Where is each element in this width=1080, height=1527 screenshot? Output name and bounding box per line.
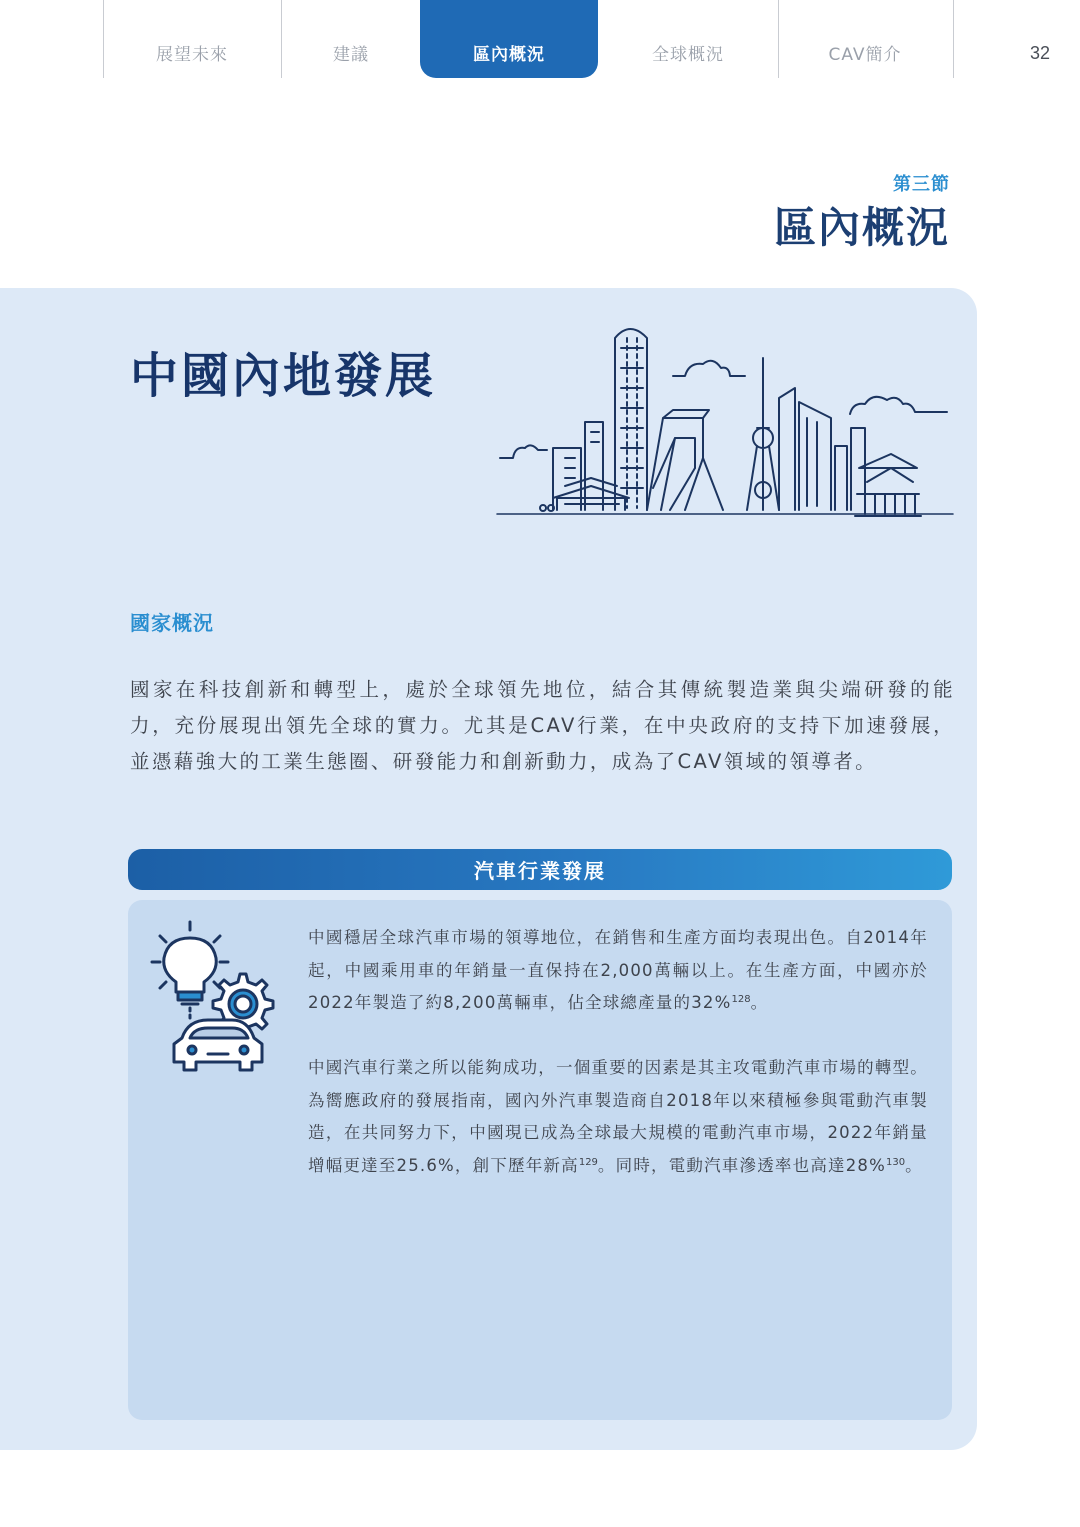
car-icon bbox=[174, 1020, 262, 1070]
skyline-illustration bbox=[495, 318, 955, 523]
tab-cav-intro[interactable]: CAV簡介 bbox=[828, 45, 902, 65]
section-kicker: 第三節 bbox=[893, 174, 950, 195]
lightbulb-icon bbox=[152, 922, 228, 1004]
nav-divider bbox=[953, 0, 954, 78]
top-navigation bbox=[0, 0, 1080, 80]
paragraph-end: 。 bbox=[750, 993, 769, 1012]
paragraph-text: 中國穩居全球汽車市場的領導地位，在銷售和生產方面均表現出色。自2014年起，中國乘用車的年銷量一直保持在2,000萬輛以上。在生產方面，中國亦於2022年製造了約8,200萬輛車，佔全球總產量的32% bbox=[308, 928, 928, 1012]
country-overview-heading: 國家概況 bbox=[130, 611, 214, 635]
paragraph-text: 中國汽車行業之所以能夠成功，一個重要的因素是其主攻電動汽車市場的轉型。為嚮應政府的發展指南，國內外汽車製造商自2018年以來積極參與電動汽車製造，在共同努力下，中國現已成為全球最大規模的電動汽車市場，2022年銷量增幅更達至25.6%，創下歷年新高 bbox=[308, 1058, 928, 1175]
cloud-icon bbox=[500, 445, 547, 458]
auto-industry-banner: 汽車行業發展 bbox=[128, 849, 952, 890]
footnote-ref[interactable]: 130 bbox=[886, 1156, 906, 1168]
tab-regional-overview[interactable]: 區內概況 bbox=[420, 0, 598, 78]
tab-prospects[interactable]: 展望未來 bbox=[156, 45, 228, 65]
paragraph-text: 。同時，電動汽車滲透率也高達28% bbox=[597, 1155, 886, 1175]
cloud-icon bbox=[673, 361, 745, 376]
paragraph-ev-transition bbox=[308, 1052, 928, 1182]
section-title: 區內概況 bbox=[773, 203, 950, 252]
cloud-icon bbox=[850, 397, 947, 414]
page-number: 32 bbox=[1029, 43, 1050, 63]
footnote-ref[interactable]: 128 bbox=[731, 994, 751, 1005]
tab-recommendations[interactable]: 建議 bbox=[333, 45, 369, 65]
paragraph-market-leadership bbox=[308, 922, 928, 1020]
paragraph-end: 。 bbox=[905, 1155, 923, 1175]
innovation-illustration bbox=[148, 920, 288, 1080]
page-title: 中國內地發展 bbox=[130, 348, 437, 404]
tab-global-overview[interactable]: 全球概況 bbox=[652, 45, 724, 65]
footnote-ref[interactable]: 129 bbox=[578, 1156, 598, 1168]
intro-paragraph: 國家在科技創新和轉型上，處於全球領先地位，結合其傳統製造業與尖端研發的能力，充份展現出領先全球的實力。尤其是CAV行業，在中央政府的支持下加速發展，並憑藉強大的工業生態圈、研發能力和創新動力，成為了CAV領域的領導者。 bbox=[130, 678, 955, 773]
